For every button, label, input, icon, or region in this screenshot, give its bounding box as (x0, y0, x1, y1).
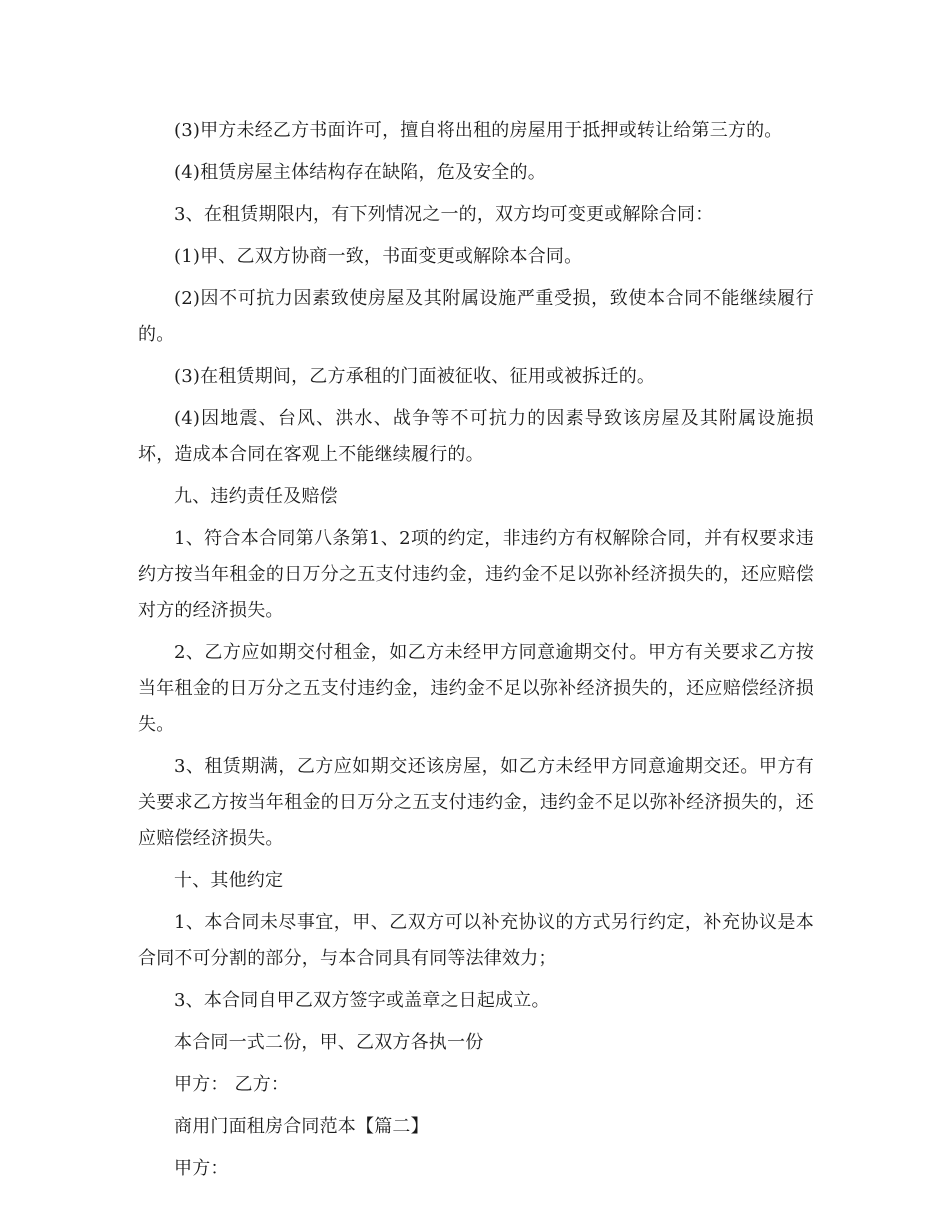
clause-8-3-item-4: (4)因地震、台风、洪水、战争等不可抗力的因素导致该房屋及其附属设施损坏，造成本合同在客观上不能继续履行的。 (138, 408, 814, 465)
clause-8-3-item-2: (2)因不可抗力因素致使房屋及其附属设施严重受损，致使本合同不能继续履行的。 (138, 288, 814, 345)
party-a-label: 甲方： (174, 1158, 229, 1179)
clause-9-2: 2、乙方应如期交付租金，如乙方未经甲方同意逾期交付。甲方有关要求乙方按当年租金的日万分之五支付违约金，违约金不足以弥补经济损失的，还应赔偿经济损失。 (138, 642, 814, 735)
clause-10-1: 1、本合同未尽事宜，甲、乙双方可以补充协议的方式另行约定，补充协议是本合同不可分割的部分，与本合同具有同等法律效力； (138, 912, 814, 969)
clause-8-2-item-4: (4)租赁房屋主体结构存在缺陷，危及安全的。 (174, 162, 546, 183)
next-contract-title: 商用门面租房合同范本【篇二】 (174, 1116, 429, 1137)
section-heading-breach: 九、违约责任及赔偿 (174, 486, 338, 507)
copies-note: 本合同一式二份，甲、乙双方各执一份 (174, 1032, 484, 1053)
clause-8-2-item-3: (3)甲方未经乙方书面许可，擅自将出租的房屋用于抵押或转让给第三方的。 (174, 120, 783, 141)
section-heading-other: 十、其他约定 (174, 870, 284, 891)
clause-9-1: 1、符合本合同第八条第1、2项的约定，非违约方有权解除合同，并有权要求违约方按当年租金的日万分之五支付违约金，违约金不足以弥补经济损失的，还应赔偿对方的经济损失。 (138, 528, 814, 621)
signature-parties: 甲方： 乙方： (174, 1074, 290, 1095)
clause-8-3: 3、在租赁期限内，有下列情况之一的，双方均可变更或解除合同： (174, 204, 714, 225)
clause-9-3: 3、租赁期满，乙方应如期交还该房屋，如乙方未经甲方同意逾期交还。甲方有关要求乙方按当年租金的日万分之五支付违约金，违约金不足以弥补经济损失的，还应赔偿经济损失。 (138, 756, 814, 849)
clause-8-3-item-3: (3)在租赁期间，乙方承租的门面被征收、征用或被拆迁的。 (174, 366, 656, 387)
document-body (138, 113, 814, 1193)
clause-10-3: 3、本合同自甲乙双方签字或盖章之日起成立。 (174, 990, 550, 1011)
clause-8-3-item-1: (1)甲、乙双方协商一致，书面变更或解除本合同。 (174, 246, 583, 267)
